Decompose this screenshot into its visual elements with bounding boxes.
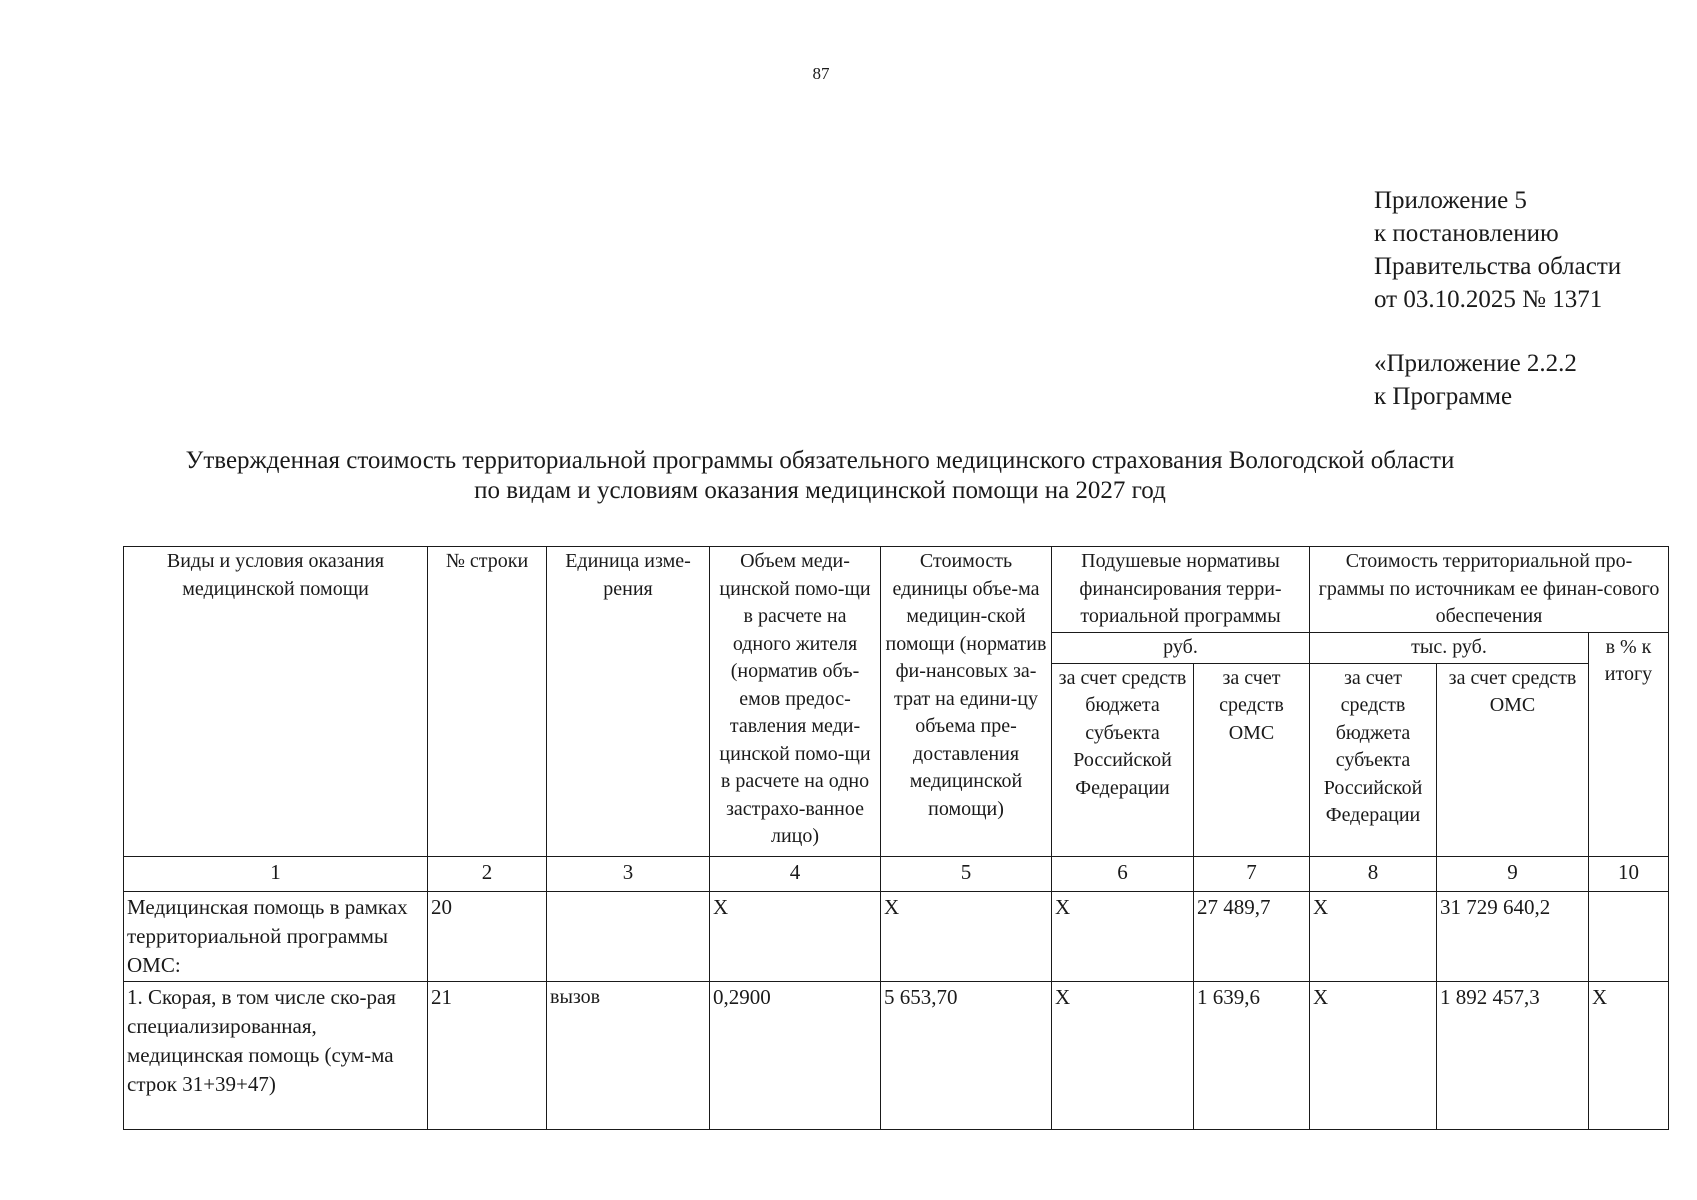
row-budget-rub: X [1052, 891, 1194, 981]
row-unit [547, 891, 710, 981]
table-row [124, 981, 1669, 1129]
program-appendix-line: «Приложение 2.2.2 [1374, 350, 1577, 377]
column-number: 7 [1194, 856, 1310, 891]
header-budget-thous: за счет средств бюджета субъекта Российской Федерации [1310, 663, 1437, 856]
column-number: 1 [124, 856, 428, 891]
title-line-1: Утвержденная стоимость территориальной программы обязательного медицинского страхования Вологодской области [185, 447, 1455, 474]
appendix-line: от 03.10.2025 № 1371 [1374, 286, 1603, 313]
header-unit: Единица изме-рения [547, 547, 710, 857]
column-number: 10 [1589, 856, 1669, 891]
row-oms-thous: 1 892 457,3 [1437, 981, 1589, 1129]
header-types: Виды и условия оказания медицинской помощи [124, 547, 428, 857]
header-volume: Объем меди-цинской помо-щи в расчете на одного жителя (норматив объ-емов предос-тавления меди-цинской помо-щи в расчете на одно застрахо-ванное лицо) [710, 547, 881, 857]
program-appendix-block [1374, 347, 1577, 413]
row-oms-thous: 31 729 640,2 [1437, 891, 1589, 981]
row-volume: X [710, 891, 881, 981]
table-row [124, 891, 1669, 981]
row-budget-rub: X [1052, 981, 1194, 1129]
cost-table [123, 546, 1669, 1130]
row-name: Медицинская помощь в рамках территориальной программы ОМС: [124, 891, 428, 981]
row-number: 21 [428, 981, 547, 1129]
column-number: 3 [547, 856, 710, 891]
header-thous-rub: тыс. руб. [1310, 632, 1589, 663]
column-number: 2 [428, 856, 547, 891]
appendix-line: Приложение 5 [1374, 187, 1527, 214]
row-unit-cost: X [881, 891, 1052, 981]
row-number: 20 [428, 891, 547, 981]
appendix-line: к постановлению [1374, 220, 1559, 247]
row-budget-thous: X [1310, 981, 1437, 1129]
appendix-line: Правительства области [1374, 253, 1622, 280]
header-oms-rub: за счет средств ОМС [1194, 663, 1310, 856]
column-number: 4 [710, 856, 881, 891]
header-program-cost: Стоимость территориальной про-граммы по источникам ее финан-сового обеспечения [1310, 547, 1669, 633]
row-oms-rub: 1 639,6 [1194, 981, 1310, 1129]
row-unit: вызов [547, 981, 710, 1129]
header-rub: руб. [1052, 632, 1310, 663]
row-percent: X [1589, 981, 1669, 1129]
column-number-row [124, 856, 1669, 891]
appendix-block [1374, 184, 1621, 316]
row-unit-cost: 5 653,70 [881, 981, 1052, 1129]
header-percent: в % к итогу [1589, 632, 1669, 856]
header-row-1 [124, 547, 1669, 633]
row-percent [1589, 891, 1669, 981]
row-budget-thous: X [1310, 891, 1437, 981]
column-number: 8 [1310, 856, 1437, 891]
title-line-2: по видам и условиям оказания медицинской помощи на 2027 год [474, 477, 1166, 504]
program-appendix-line: к Программе [1374, 383, 1513, 410]
header-row-no: № строки [428, 547, 547, 857]
document-title [150, 446, 1490, 506]
column-number: 5 [881, 856, 1052, 891]
row-oms-rub: 27 489,7 [1194, 891, 1310, 981]
page-number: 87 [812, 64, 830, 83]
row-volume: 0,2900 [710, 981, 881, 1129]
header-unit-cost: Стоимость единицы объе-ма медицин-ской помощи (норматив фи-нансовых за-трат на едини-цу объема пре-доставления медицинской помощи) [881, 547, 1052, 857]
header-oms-thous: за счет средств ОМС [1437, 663, 1589, 856]
row-name: 1. Скорая, в том числе ско-рая специализированная, медицинская помощь (сум-ма строк 31+39+47) [124, 981, 428, 1129]
header-budget-rub: за счет средств бюджета субъекта Российской Федерации [1052, 663, 1194, 856]
header-per-capita: Подушевые нормативы финансирования терри-ториальной программы [1052, 547, 1310, 633]
column-number: 9 [1437, 856, 1589, 891]
column-number: 6 [1052, 856, 1194, 891]
